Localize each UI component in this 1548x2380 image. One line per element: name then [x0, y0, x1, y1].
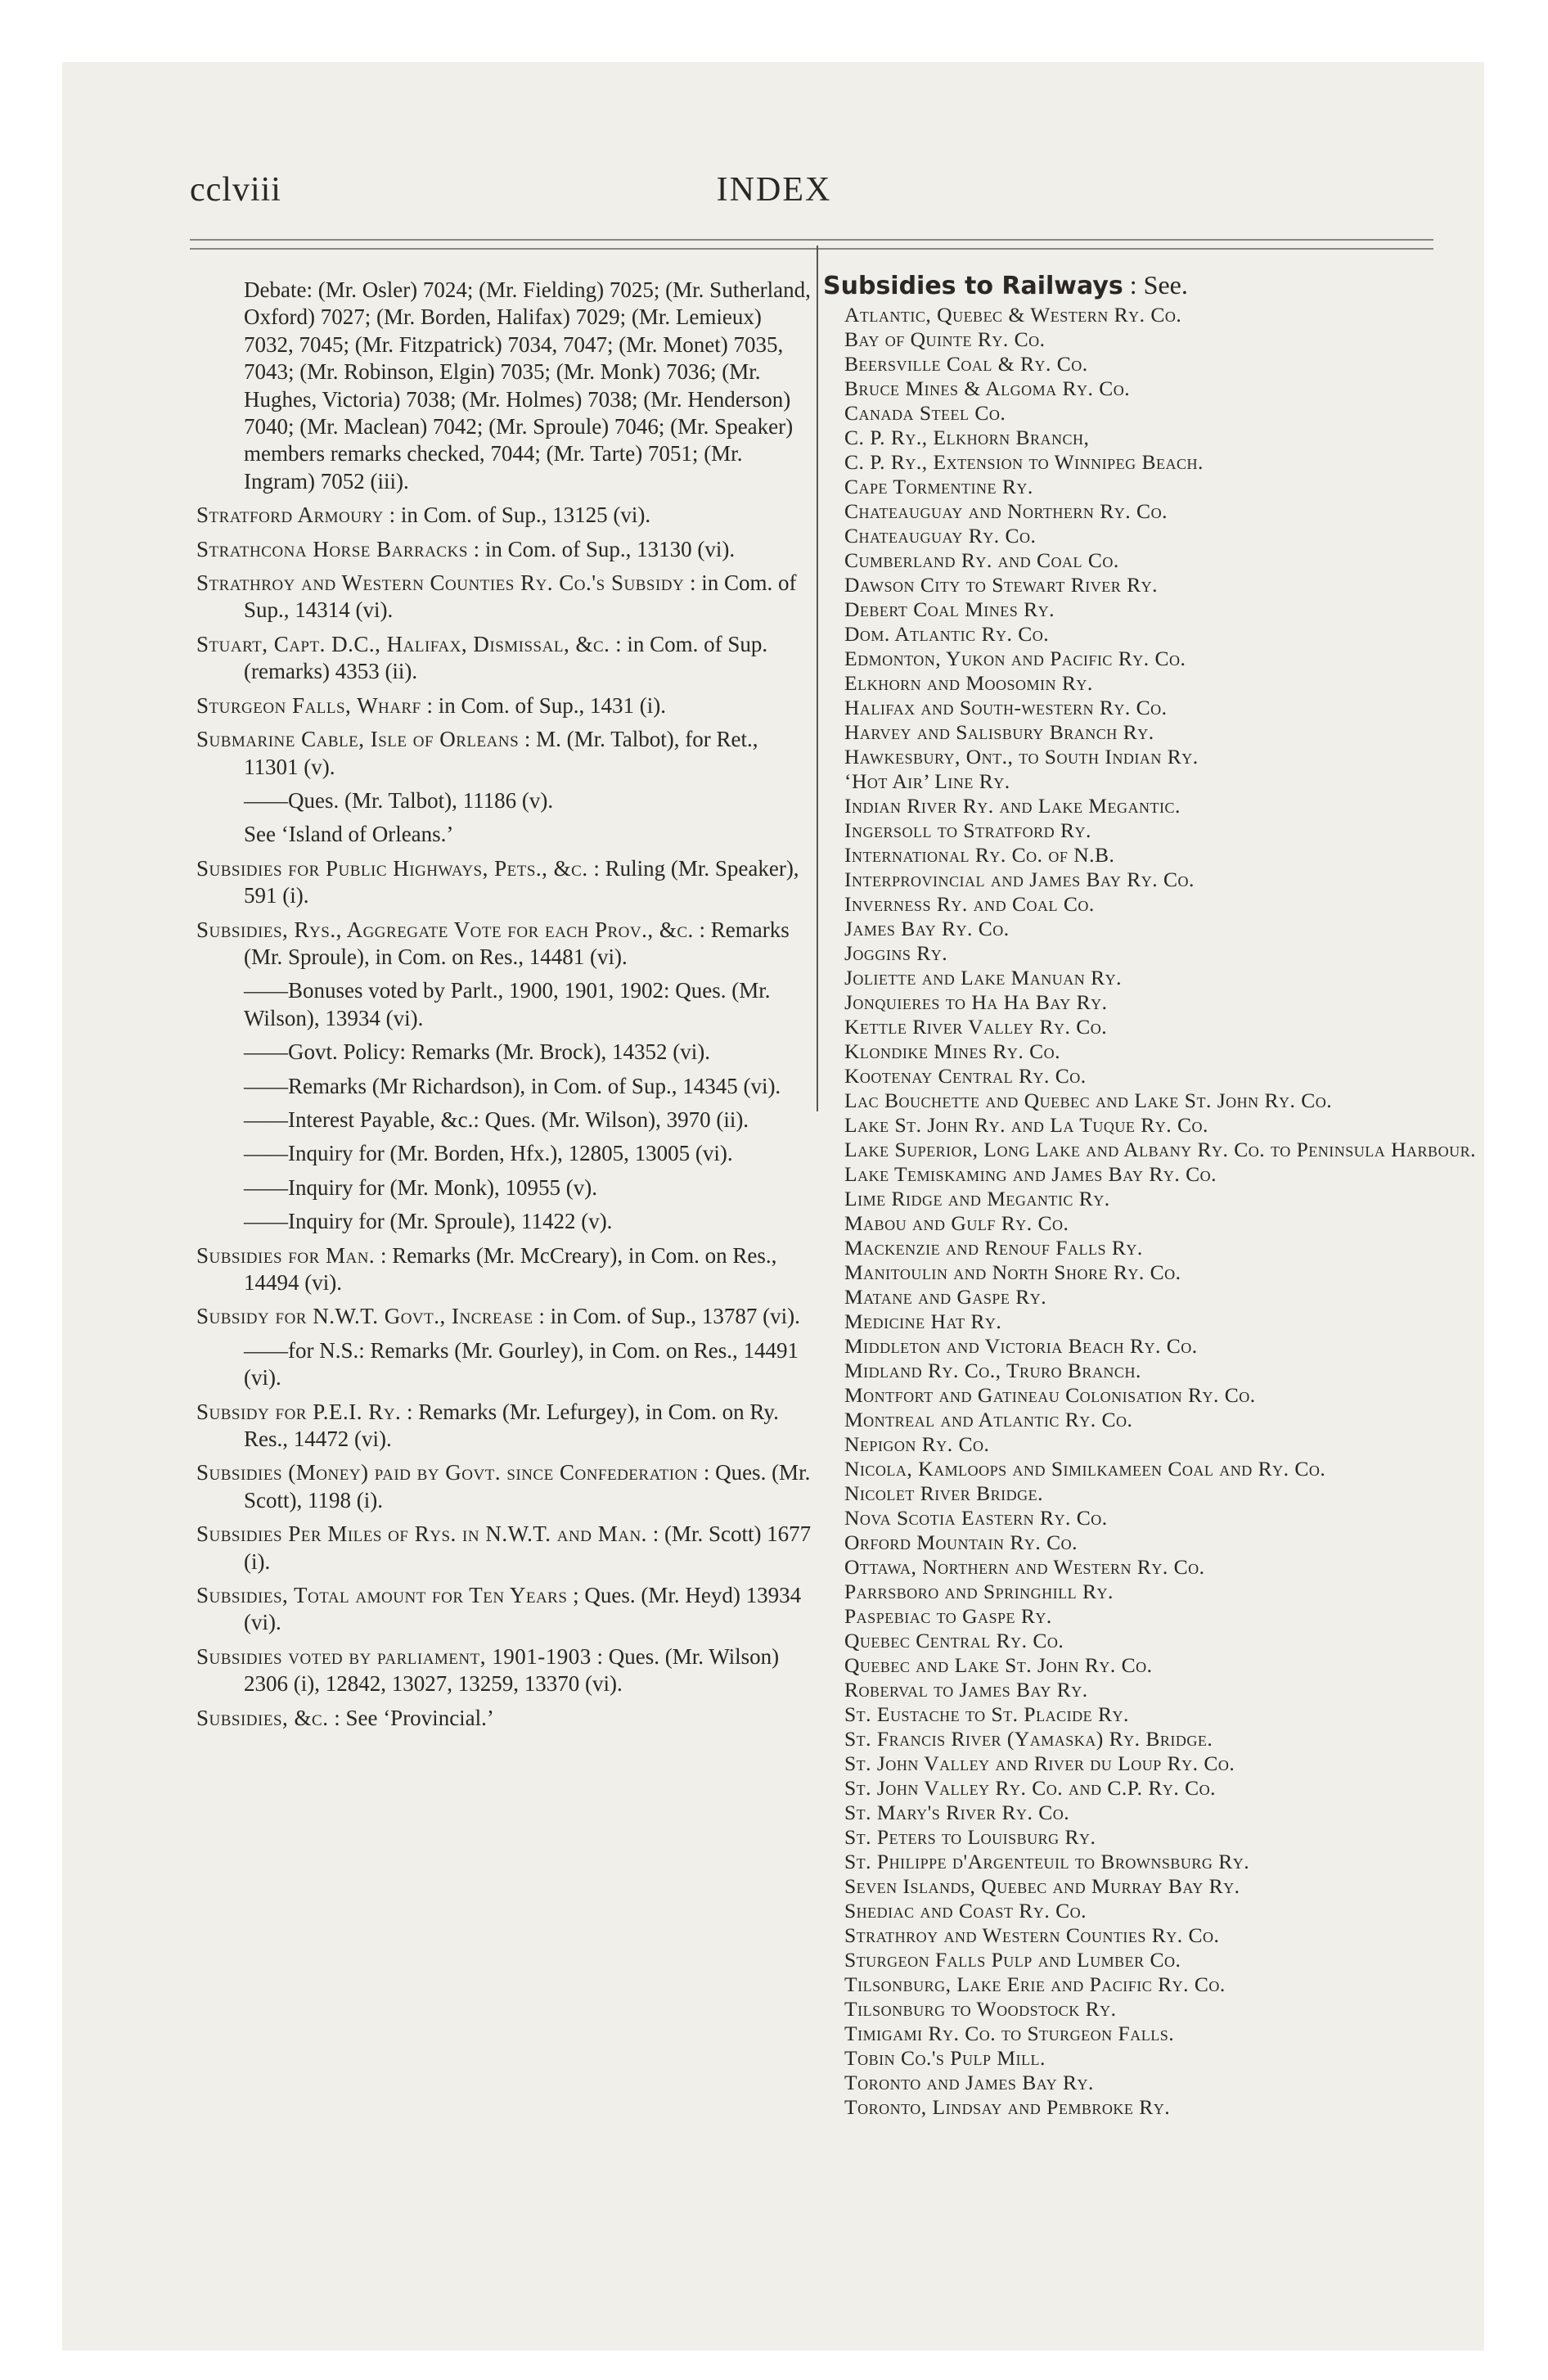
header-double-rule: [190, 239, 1433, 250]
railway-list-item: Medicine Hat Ry.: [844, 1309, 1002, 1333]
railway-list-item: Ottawa, Northern and Western Ry. Co.: [844, 1555, 1205, 1579]
railway-list-item: ‘Hot Air’ Line Ry.: [844, 769, 1010, 793]
index-entry-heading: Subsidies Per Miles of Rys. in N.W.T. and Man.: [196, 1521, 647, 1547]
railway-list-item: Indian River Ry. and Lake Megantic.: [844, 794, 1181, 818]
section-heading: [823, 270, 1502, 301]
index-entry: [196, 1107, 812, 1134]
railway-list-item: St. Eustache to St. Placide Ry.: [844, 1702, 1129, 1726]
index-entry-heading: Subsidies for Man.: [196, 1242, 376, 1268]
railway-list-item: Debert Coal Mines Ry.: [844, 597, 1055, 621]
railway-list-item: Middleton and Victoria Beach Ry. Co.: [844, 1334, 1198, 1358]
railway-list-item: C. P. Ry., Extension to Winnipeg Beach.: [844, 450, 1204, 474]
index-entry: [196, 1174, 812, 1201]
railway-list-item: Shediac and Coast Ry. Co.: [844, 1899, 1087, 1922]
index-entry: [196, 1705, 812, 1732]
index-entry: [196, 1459, 812, 1514]
railway-list-item: Nicolet River Bridge.: [844, 1481, 1044, 1505]
railway-list-item: Lake Superior, Long Lake and Albany Ry. Co. to Peninsula Harbour.: [844, 1138, 1476, 1161]
index-entry-text: ; Ques. (Mr. Heyd) 13934 (vi).: [244, 1583, 802, 1635]
section-heading-title: Subsidies to Railways: [823, 272, 1123, 300]
index-entry-text: : Remarks (Mr. Sproule), in Com. on Res., 14481 (vi).: [244, 917, 790, 969]
index-entry-heading: Subsidies, &c.: [196, 1705, 329, 1730]
railway-list-item: Bruce Mines & Algoma Ry. Co.: [844, 376, 1131, 400]
index-entry: [196, 726, 812, 781]
index-entry-text: : (Mr. Scott) 1677 (i).: [244, 1521, 812, 1574]
railway-list-item: Elkhorn and Moosomin Ry.: [844, 671, 1093, 695]
index-entry-text: : Ruling (Mr. Speaker), 591 (i).: [244, 855, 799, 908]
index-entry: [196, 1337, 812, 1392]
railway-list-item: St. Francis River (Yamaska) Ry. Bridge.: [844, 1727, 1213, 1751]
railway-list-item: Edmonton, Yukon and Pacific Ry. Co.: [844, 647, 1186, 670]
railway-list-item: Montfort and Gatineau Colonisation Ry. Co.: [844, 1383, 1256, 1407]
railway-list-item: Cape Tormentine Ry.: [844, 475, 1033, 498]
index-entry-text: : in Com. of Sup. (remarks) 4353 (ii).: [244, 631, 768, 684]
index-entry: [196, 855, 812, 910]
index-entry: [196, 821, 812, 848]
railway-list-item: Quebec Central Ry. Co.: [844, 1629, 1064, 1652]
railway-list-item: Matane and Gaspe Ry.: [844, 1285, 1047, 1309]
index-entry-text: : in Com. of Sup., 13125 (vi).: [383, 503, 651, 528]
index-entry-text: ——Inquiry for (Mr. Sproule), 11422 (v).: [244, 1209, 613, 1234]
index-entry: [196, 917, 812, 971]
railway-list-item: Harvey and Salisbury Branch Ry.: [844, 720, 1154, 744]
railway-list-item: Quebec and Lake St. John Ry. Co.: [844, 1653, 1153, 1677]
railway-list-item: Chateauguay and Northern Ry. Co.: [844, 499, 1168, 523]
railway-list-item: Tobin Co.'s Pulp Mill.: [844, 2046, 1046, 2070]
railway-list-item: Canada Steel Co.: [844, 401, 1006, 425]
railway-list-item: Kettle River Valley Ry. Co.: [844, 1015, 1108, 1039]
index-entry: [196, 1303, 812, 1330]
index-entry: [196, 692, 812, 719]
railway-list-item: Paspebiac to Gaspe Ry.: [844, 1604, 1052, 1628]
railway-list-item: Lime Ridge and Megantic Ry.: [844, 1187, 1110, 1210]
index-entry-heading: Subsidies voted by parliament, 1901-1903: [196, 1643, 592, 1669]
railway-list-item: Cumberland Ry. and Coal Co.: [844, 548, 1119, 572]
railway-list-item: Dawson City to Stewart River Ry.: [844, 573, 1158, 597]
railway-list-item: Joggins Ry.: [844, 941, 948, 965]
index-entry: [196, 1140, 812, 1167]
railway-list-item: Strathroy and Western Counties Ry. Co.: [844, 1923, 1220, 1947]
index-entry-text: : See ‘Provincial.’: [328, 1705, 494, 1730]
railway-list-item: Nova Scotia Eastern Ry. Co.: [844, 1506, 1108, 1530]
index-entry-heading: Subsidies for Public Highways, Pets., &c.: [196, 855, 588, 881]
index-entry: [196, 277, 812, 495]
railway-list-item: Tilsonburg, Lake Erie and Pacific Ry. Co.: [844, 1972, 1226, 1996]
index-entry-text: : in Com. of Sup., 13787 (vi).: [533, 1304, 800, 1329]
index-entry-heading: Subsidies, Total amount for Ten Years: [196, 1583, 568, 1608]
railway-list-item: Hawkesbury, Ont., to South Indian Ry.: [844, 745, 1199, 769]
index-entry-text: ——for N.S.: Remarks (Mr. Gourley), in Com. on Res., 14491 (vi).: [244, 1337, 799, 1391]
railway-list-item: Lake Temiskaming and James Bay Ry. Co.: [844, 1162, 1217, 1186]
railway-list-item: Klondike Mines Ry. Co.: [844, 1039, 1060, 1063]
railway-list-item: Roberval to James Bay Ry.: [844, 1678, 1088, 1702]
railway-list-item: Joliette and Lake Manuan Ry.: [844, 966, 1123, 989]
index-entry-heading: Subsidies (Money) paid by Govt. since Confederation: [196, 1460, 699, 1485]
index-entry-text: : Ques. (Mr. Scott), 1198 (i).: [244, 1460, 811, 1512]
railway-list-item: Timigami Ry. Co. to Sturgeon Falls.: [844, 2022, 1175, 2045]
railway-list-item: Montreal and Atlantic Ry. Co.: [844, 1408, 1133, 1431]
index-entry-text: ——Remarks (Mr Richardson), in Com. of Sup., 14345 (vi).: [244, 1073, 781, 1098]
index-entry-heading: Stuart, Capt. D.C., Halifax, Dismissal, &c.: [196, 631, 610, 656]
index-entry-text: ——Interest Payable, &c.: Ques. (Mr. Wilson), 3970 (ii).: [244, 1107, 749, 1132]
index-entry-text: ——Bonuses voted by Parlt., 1900, 1901, 1902: Ques. (Mr. Wilson), 13934 (vi).: [244, 978, 771, 1030]
railway-list-item: St. Peters to Louisburg Ry.: [844, 1825, 1096, 1849]
railway-list-item: C. P. Ry., Elkhorn Branch,: [844, 426, 1090, 449]
railway-list-item: Mabou and Gulf Ry. Co.: [844, 1211, 1069, 1235]
index-entry-text: : in Com. of Sup., 1431 (i).: [421, 692, 666, 718]
index-entry: [196, 502, 812, 529]
index-entry: [196, 1242, 812, 1297]
railway-list-item: Nicola, Kamloops and Similkameen Coal and Ry. Co.: [844, 1457, 1326, 1481]
index-entry: [196, 1582, 812, 1637]
railway-list-item: Kootenay Central Ry. Co.: [844, 1064, 1087, 1088]
railway-list-item: Lake St. John Ry. and La Tuque Ry. Co.: [844, 1113, 1208, 1137]
railway-list-item: Seven Islands, Quebec and Murray Bay Ry.: [844, 1874, 1240, 1898]
index-entry: [196, 1399, 812, 1454]
index-entry: [196, 536, 812, 563]
railway-list-item: Mackenzie and Renouf Falls Ry.: [844, 1236, 1143, 1260]
index-entry: [196, 977, 812, 1032]
railway-list-item: Interprovincial and James Bay Ry. Co.: [844, 868, 1195, 891]
railway-list-item: Toronto, Lindsay and Pembroke Ry.: [844, 2095, 1171, 2119]
railway-list-item: Bay of Quinte Ry. Co.: [844, 327, 1046, 351]
railway-list-item: Halifax and South-western Ry. Co.: [844, 696, 1168, 719]
railway-list-item: Dom. Atlantic Ry. Co.: [844, 622, 1050, 646]
right-column: [823, 270, 1502, 2120]
index-entry-text: See ‘Island of Orleans.’: [244, 822, 454, 847]
index-entry-heading: Strathcona Horse Barracks: [196, 536, 468, 561]
index-entry: [196, 570, 812, 624]
index-entry-text: : in Com. of Sup., 14314 (vi).: [244, 570, 797, 623]
index-entry-heading: Subsidy for P.E.I. Ry.: [196, 1399, 402, 1424]
index-entry-heading: Submarine Cable, Isle of Orleans: [196, 727, 520, 752]
section-heading-see: : See.: [1129, 270, 1188, 300]
railway-list-item: Orford Mountain Ry. Co.: [844, 1530, 1078, 1554]
railway-list-item: Nepigon Ry. Co.: [844, 1432, 990, 1456]
index-entry-text: Debate: (Mr. Osler) 7024; (Mr. Fielding) 7025; (Mr. Sutherland, Oxford) 7027; (Mr. Borden, Halifax) 7029; (Mr. Lemieux) 7032, 7045; (Mr. Fitzpatrick) 7034, 7047; (Mr. Monet) 7035, 7043; (Mr. Robinson, Elgin) 7035; (Mr. Monk) 7036; (Mr. Hughes, Victoria) 7038; (Mr. Holmes) 7038; (Mr. Henderson) 7040; (Mr. Maclean) 7042; (Mr. Sproule) 7046; (Mr. Speaker) members remarks checked, 7044; (Mr. Tarte) 7051; (Mr. Ingram) 7052 (iii).: [244, 277, 811, 494]
railway-list-item: Toronto and James Bay Ry.: [844, 2071, 1094, 2094]
index-entry-heading: Stratford Armoury: [196, 503, 384, 528]
page-title: INDEX: [716, 171, 832, 209]
railway-list-item: Tilsonburg to Woodstock Ry.: [844, 1997, 1117, 2021]
index-entry-heading: Subsidies, Rys., Aggregate Vote for each Prov., &c.: [196, 917, 694, 942]
railway-list-item: Lac Bouchette and Quebec and Lake St. John Ry. Co.: [844, 1089, 1333, 1112]
index-entry-text: ——Govt. Policy: Remarks (Mr. Brock), 14352 (vi).: [244, 1039, 710, 1065]
railway-subsidy-list: [823, 303, 1502, 2120]
index-entry-text: : in Com. of Sup., 13130 (vi).: [467, 536, 736, 561]
railway-list-item: St. Philippe d'Argenteuil to Brownsburg Ry.: [844, 1850, 1250, 1873]
index-entry-text: ——Ques. (Mr. Talbot), 11186 (v).: [244, 787, 554, 813]
index-entry: [196, 631, 812, 686]
railway-list-item: Sturgeon Falls Pulp and Lumber Co.: [844, 1948, 1181, 1972]
index-entry-heading: Sturgeon Falls, Wharf: [196, 692, 421, 718]
railway-list-item: Atlantic, Quebec & Western Ry. Co.: [844, 303, 1182, 327]
index-entry-heading: Subsidy for N.W.T. Govt., Increase: [196, 1304, 533, 1329]
column-divider: [817, 246, 818, 1111]
index-entry-text: : Remarks (Mr. Lefurgey), in Com. on Ry. Res., 14472 (vi).: [244, 1399, 779, 1452]
index-entry: [196, 1521, 812, 1575]
railway-list-item: Ingersoll to Stratford Ry.: [844, 818, 1091, 842]
index-entry-text: : M. (Mr. Talbot), for Ret., 11301 (v).: [244, 727, 758, 779]
railway-list-item: Midland Ry. Co., Truro Branch.: [844, 1359, 1141, 1382]
index-entry-heading: Strathroy and Western Counties Ry. Co.'s Subsidy: [196, 570, 685, 596]
index-entry-text: : Remarks (Mr. McCreary), in Com. on Res., 14494 (vi).: [244, 1242, 777, 1295]
page-number: cclviii: [190, 171, 281, 209]
railway-list-item: St. John Valley and River du Loup Ry. Co.: [844, 1751, 1235, 1775]
index-entry: [196, 787, 812, 814]
railway-list-item: International Ry. Co. of N.B.: [844, 843, 1115, 867]
index-entry: [196, 1039, 812, 1066]
railway-list-item: Chateauguay Ry. Co.: [844, 524, 1037, 548]
left-column: [196, 270, 812, 1732]
index-entry-text: : Ques. (Mr. Wilson) 2306 (i), 12842, 13027, 13259, 13370 (vi).: [244, 1643, 780, 1697]
railway-list-item: Manitoulin and North Shore Ry. Co.: [844, 1260, 1181, 1284]
index-entry-text: ——Inquiry for (Mr. Monk), 10955 (v).: [244, 1174, 597, 1200]
railway-list-item: Inverness Ry. and Coal Co.: [844, 892, 1095, 916]
index-entry: [196, 1208, 812, 1235]
railway-list-item: Beersville Coal & Ry. Co.: [844, 352, 1088, 376]
railway-list-item: James Bay Ry. Co.: [844, 917, 1010, 940]
railway-list-item: Jonquieres to Ha Ha Bay Ry.: [844, 990, 1108, 1014]
railway-list-item: St. Mary's River Ry. Co.: [844, 1801, 1070, 1824]
index-entry: [196, 1073, 812, 1100]
railway-list-item: St. John Valley Ry. Co. and C.P. Ry. Co.: [844, 1776, 1217, 1800]
railway-list-item: Parrsboro and Springhill Ry.: [844, 1580, 1114, 1603]
index-entry: [196, 1643, 812, 1698]
index-entry-text: ——Inquiry for (Mr. Borden, Hfx.), 12805, 13005 (vi).: [244, 1141, 733, 1166]
